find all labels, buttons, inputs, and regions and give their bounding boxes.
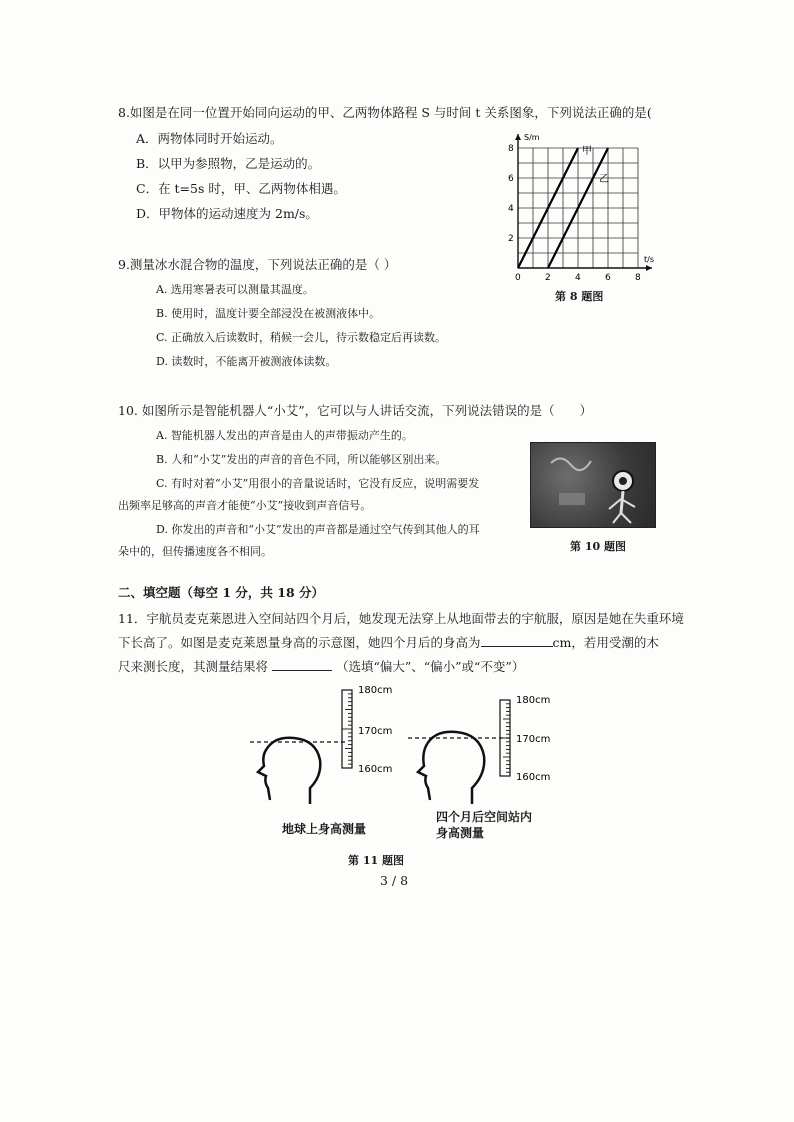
right-head-icon: [418, 732, 484, 804]
q11-caption: 第 11 题图: [348, 854, 404, 867]
right-label-180: 180cm: [516, 695, 551, 706]
y-axis-arrow: [515, 134, 521, 140]
y-tick-label: 4: [508, 204, 514, 214]
q11-blank-height[interactable]: [481, 634, 553, 647]
q11-line-3-tail: （选填“偏大”、“偏小”或“不变”）: [335, 659, 525, 674]
q10-caption: 第 10 题图: [570, 540, 626, 553]
q10-stem: 10. 如图所示是智能机器人“小艾”，它可以与人讲话交流，下列说法错误的是（ ）: [118, 403, 593, 418]
q11-line-3: [118, 658, 524, 676]
q10-option-b: B. 人和“小艾”发出的声音的音色不同，所以能够区别出来。: [156, 453, 447, 466]
section-title: 二、填空题（每空 1 分，共 18 分）: [118, 585, 325, 600]
q11-line-2: [118, 634, 659, 652]
q8-option-c: C．在 t=5s 时，甲、乙两物体相遇。: [136, 181, 346, 196]
q10-option-d-cont: 朵中的，但传播速度各不相同。: [118, 545, 272, 558]
page-number: 3 / 8: [380, 873, 409, 888]
q8-option-a: A．两物体同时开始运动。: [136, 131, 283, 146]
left-head-icon: [258, 738, 320, 804]
q10-option-a: A. 智能机器人发出的声音是由人的声带振动产生的。: [156, 429, 413, 442]
q10-robot-photo: [530, 442, 656, 528]
left-ruler: [342, 690, 352, 768]
q11-left-caption: 地球上身高测量: [282, 822, 367, 836]
q11-line-2-tail: cm，若用受潮的木: [552, 635, 659, 650]
q9-option-d: D. 读数时，不能离开被测液体读数。: [156, 355, 337, 368]
q8-chart: [488, 124, 668, 284]
q9-stem: 9.测量冰水混合物的温度，下列说法正确的是（ ）: [118, 257, 397, 272]
y-tick-label: 2: [508, 234, 514, 244]
series-label-1: 乙: [599, 174, 609, 185]
left-label-160: 160cm: [358, 764, 393, 775]
q10-option-c-cont: 出频率足够高的声音才能使“小艾”接收到声音信号。: [118, 499, 372, 512]
left-label-180: 180cm: [358, 685, 393, 696]
series-label-0: 甲: [582, 146, 592, 157]
x-tick-label: 4: [575, 273, 581, 283]
q8-option-d: D．甲物体的运动速度为 2m/s。: [136, 206, 318, 221]
x-tick-label: 2: [545, 273, 551, 283]
x-tick-label: 8: [635, 273, 641, 283]
q8-caption: 第 8 题图: [555, 290, 604, 303]
q9-option-b: B. 使用时，温度计要全部浸没在被测液体中。: [156, 307, 381, 320]
q11-line-1: 11．宇航员麦克莱恩进入空间站四个月后，她发现无法穿上从地面带去的宇航服，原因是她在失重环境: [118, 611, 684, 626]
y-tick-label: 6: [508, 174, 514, 184]
q10-option-c: C. 有时对着“小艾”用很小的音量说话时，它没有反应，说明需要发: [156, 477, 480, 490]
q8-stem: 8.如图是在同一位置开始同向运动的甲、乙两物体路程 S 与时间 t 关系图象，下列说法正确的是(: [118, 105, 652, 120]
q8-option-b: B．以甲为参照物，乙是运动的。: [136, 156, 321, 171]
q9-option-a: A. 选用寒暑表可以测量其温度。: [156, 283, 314, 296]
x-axis-label: t/s: [644, 255, 654, 264]
q11-line-2-text: 下长高了。如图是麦克莱恩量身高的示意图，她四个月后的身高为: [118, 635, 481, 650]
right-label-160: 160cm: [516, 772, 551, 783]
left-label-170: 170cm: [358, 726, 393, 737]
right-label-170: 170cm: [516, 734, 551, 745]
q10-option-d: D. 你发出的声音和“小艾”发出的声音都是通过空气传到其他人的耳: [156, 523, 480, 536]
robot-icon: [531, 443, 655, 527]
y-tick-label: 8: [508, 144, 514, 154]
q11-right-caption-1: 四个月后空间站内: [436, 810, 533, 824]
q11-right-caption-2: 身高测量: [436, 826, 485, 840]
x-tick-label: 6: [605, 273, 611, 283]
q11-blank-result[interactable]: [272, 658, 332, 671]
x-axis-arrow: [646, 265, 652, 271]
y-axis-label: S/m: [524, 133, 540, 142]
q11-line-3-text: 尺来测长度，其测量结果将: [118, 659, 269, 674]
q9-option-c: C. 正确放入后读数时，稍候一会儿，待示数稳定后再读数。: [156, 331, 447, 344]
x-tick-label: 0: [515, 273, 521, 283]
